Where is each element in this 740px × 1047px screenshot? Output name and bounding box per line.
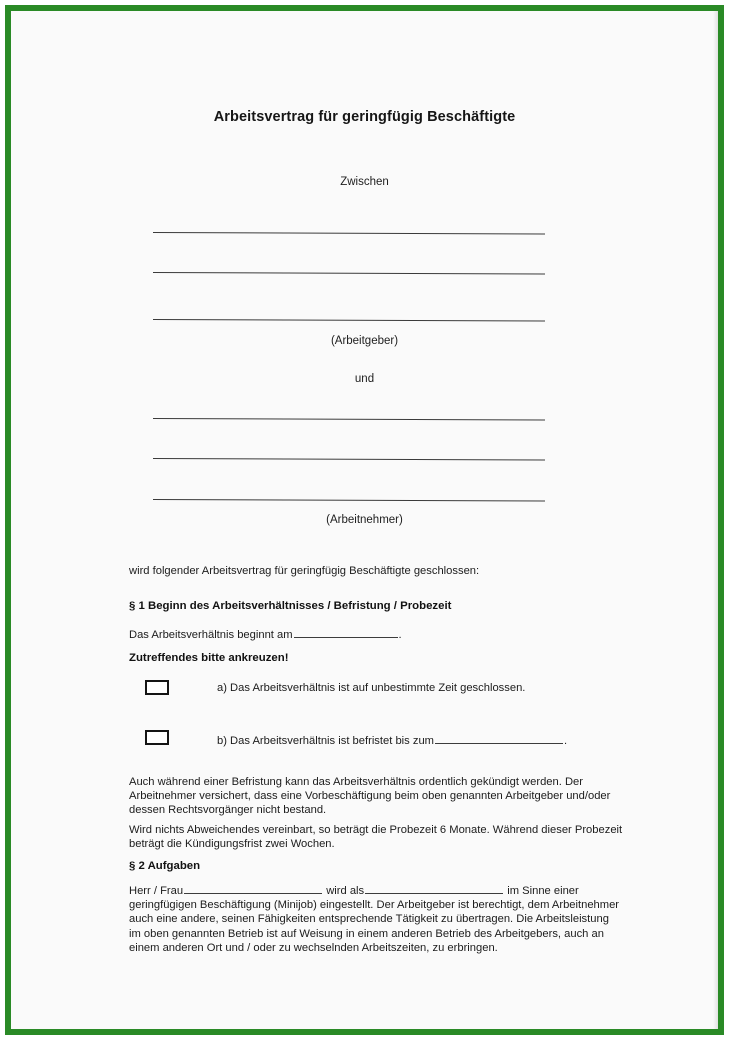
section-2-body-text: geringfügigen Beschäftigung (Minijob) eingestellt. Der Arbeitgeber ist berechtigt, dem Arbeitnehmer auch eine andere, seinen Fähigkeiten entsprechende Tätigkeit zu übertragen. Die Arbeitsleistung im oben genannten Betrieb ist auf Weisung in einem anderen Betrieb des Arbeitgebers, auch an einem anderen Ort und / oder zu wechselnden Arbeitszeiten, zu erbringen.	[129, 899, 620, 954]
employee-name-input[interactable]	[184, 882, 322, 894]
section-1-paragraph-1: Auch während einer Befristung kann das Arbeitsverhältnis ordentlich gekündigt werden. Der Arbeitnehmer versichert, dass eine Vorbeschäftigung beim oben genannten Arbeitgeber und/oder dessen Rechtsvorgänger nicht bestand.	[129, 776, 611, 817]
checkbox-option-a-label: a) Das Arbeitsverhältnis ist auf unbestimmte Zeit geschlossen.	[217, 682, 526, 694]
page-title: Arbeitsvertrag für geringfügig Beschäftigte	[213, 109, 516, 125]
section-2-line-prefix: Herr / Frau	[129, 885, 184, 897]
checkbox-option-b-label-prefix: b) Das Arbeitsverhältnis ist befristet bis zum	[217, 735, 434, 747]
start-date-input[interactable]	[294, 626, 398, 638]
section-1-heading: § 1 Beginn des Arbeitsverhältnisses / Befristung / Probezeit	[129, 600, 452, 612]
and-label: und	[354, 373, 375, 385]
intro-sentence: wird folgender Arbeitsvertrag für geringfügig Beschäftigte geschlossen:	[129, 565, 480, 577]
section-2-body	[129, 882, 623, 955]
checkbox-option-a[interactable]	[145, 680, 169, 695]
checkbox-instruction: Zutreffendes bitte ankreuzen!	[129, 652, 289, 664]
faint-watermark	[33, 1009, 35, 1015]
section-2-heading: § 2 Aufgaben	[129, 860, 201, 872]
end-date-input[interactable]	[435, 732, 563, 744]
section-1-paragraph-2: Wird nichts Abweichendes vereinbart, so beträgt die Probezeit 6 Monate. Während dieser Probezeit beträgt die Kündigungsfrist zwei Wochen.	[129, 824, 623, 851]
employee-line-1[interactable]	[153, 418, 545, 421]
employee-line-3[interactable]	[153, 499, 545, 502]
employer-caption: (Arbeitgeber)	[330, 335, 399, 347]
page-content-area	[11, 11, 718, 1029]
employer-line-2[interactable]	[153, 272, 545, 275]
employee-role-input[interactable]	[365, 882, 503, 894]
start-date-row	[129, 626, 629, 643]
checkbox-option-b-label	[217, 732, 567, 747]
section-2-line-suffix: im Sinne einer	[507, 885, 579, 897]
employee-caption: (Arbeitnehmer)	[326, 514, 403, 526]
employer-line-3[interactable]	[153, 319, 545, 322]
contract-page	[5, 5, 724, 1035]
between-label: Zwischen	[340, 176, 389, 188]
checkbox-option-b[interactable]	[145, 730, 169, 745]
section-2-line-middle: wird als	[326, 885, 365, 897]
employer-line-1[interactable]	[153, 232, 545, 235]
start-date-suffix: .	[398, 629, 402, 641]
checkbox-option-b-label-suffix: .	[564, 735, 568, 747]
start-date-prefix: Das Arbeitsverhältnis beginnt am	[129, 629, 293, 641]
employee-line-2[interactable]	[153, 458, 545, 461]
